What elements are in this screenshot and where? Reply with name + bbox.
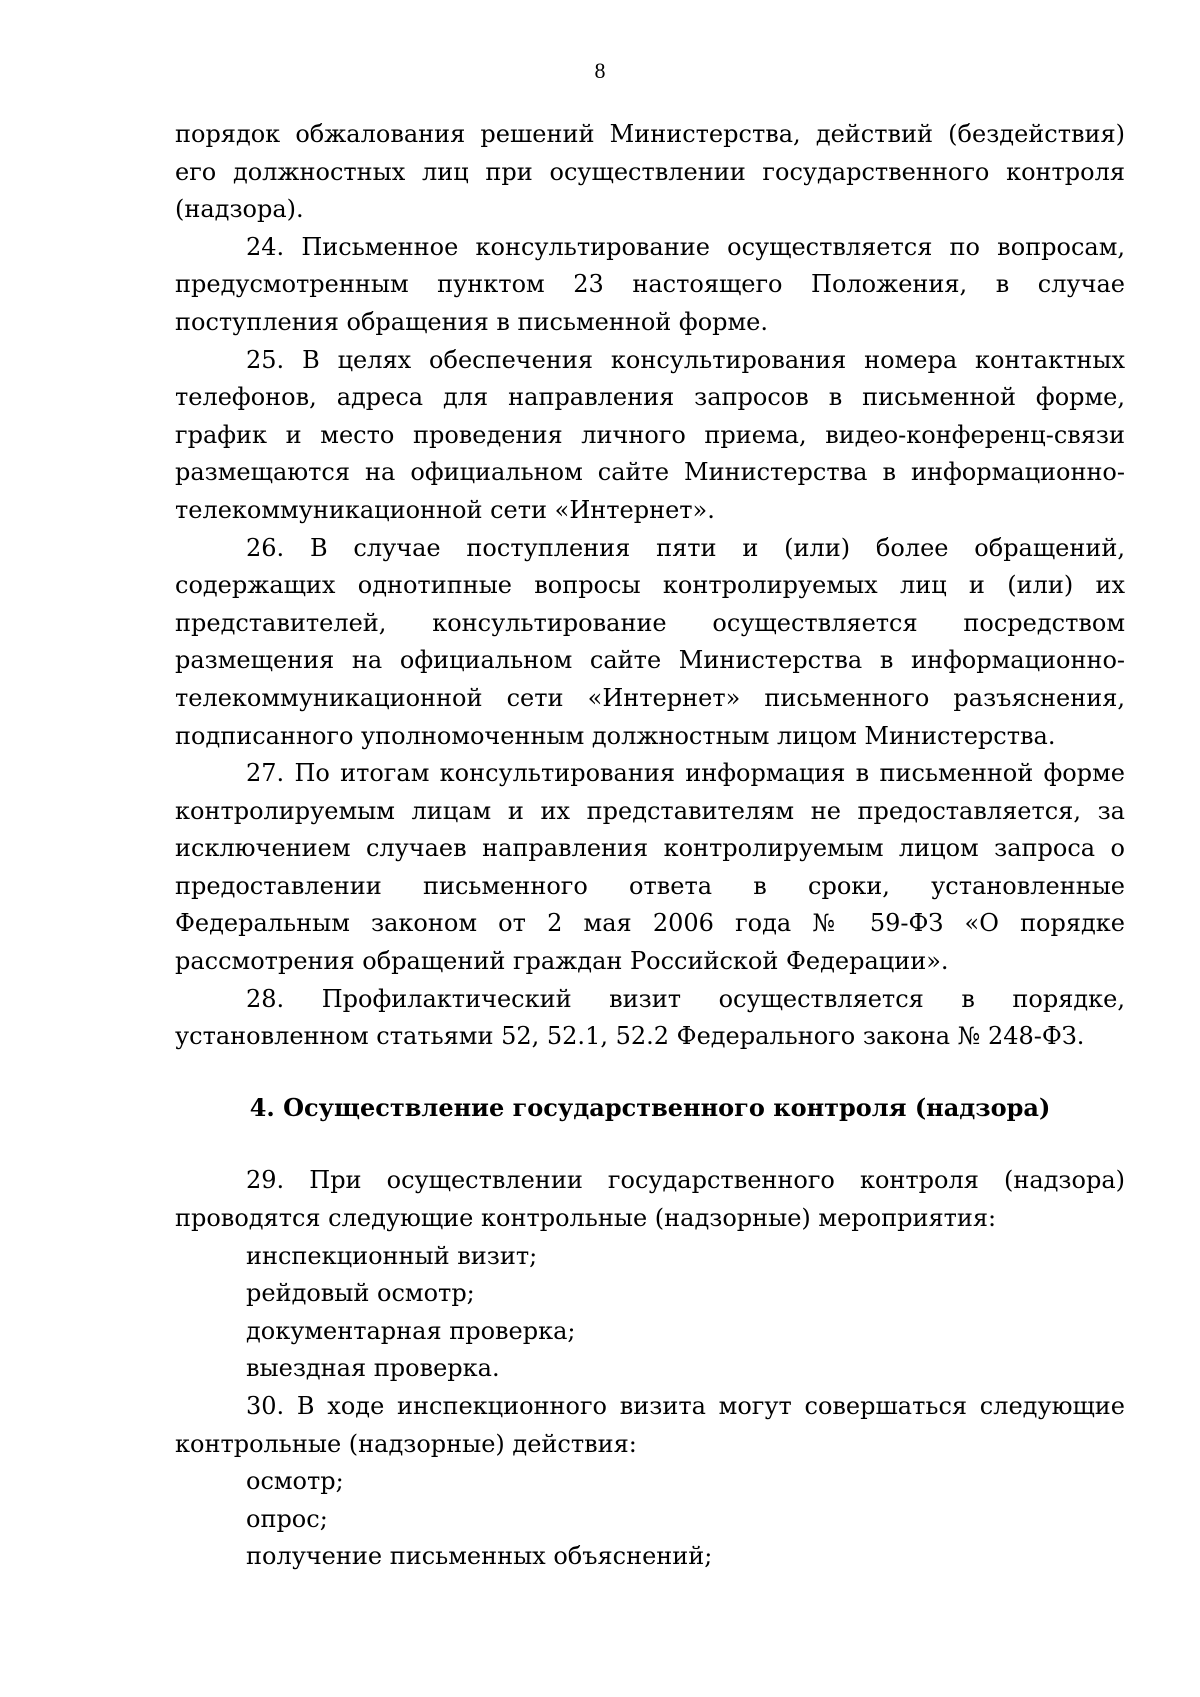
list-item: инспекционный визит;	[246, 1241, 538, 1270]
paragraph-27: 27. По итогам консультирования информация в письменной форме контролируемым лицам и их представителям не предоставляется, за исключением случаев направления контролируемым лицом запроса о предоставлении письменного ответа в сроки, установленные Федеральным законом от 2 мая 2006 года № 59-ФЗ «О порядке рассмотрения обращений граждан Российской Федерации».	[175, 759, 1125, 976]
document-body	[175, 116, 1125, 1576]
list-item: опрос;	[246, 1504, 328, 1533]
list-item: получение письменных объяснений;	[246, 1542, 713, 1571]
paragraph-24: 24. Письменное консультирование осуществляется по вопросам, предусмотренным пунктом 23 настоящего Положения, в случае поступления обращения в письменной форме.	[175, 232, 1125, 336]
page-number: 8	[594, 58, 606, 83]
paragraph: порядок обжалования решений Министерства, действий (бездействия) его должностных лиц при осуществлении государственного контроля (надзора).	[175, 120, 1125, 224]
list-item: осмотр;	[246, 1467, 344, 1496]
paragraph-30: 30. В ходе инспекционного визита могут совершаться следующие контрольные (надзорные) действия:	[175, 1392, 1125, 1458]
paragraph-28: 28. Профилактический визит осуществляется в порядке, установленном статьями 52, 52.1, 52.2 Федерального закона № 248-ФЗ.	[175, 984, 1125, 1051]
paragraph-25: 25. В целях обеспечения консультирования номера контактных телефонов, адреса для направления запросов в письменной форме, график и место проведения личного приема, видео-конференц-связи размещаются на официальном сайте Министерства в информационно-телекоммуникационной сети «Интернет».	[175, 345, 1125, 524]
list-item: рейдовый осмотр;	[246, 1279, 475, 1308]
section-heading: 4. Осуществление государственного контроля (надзора)	[249, 1092, 1051, 1122]
list-item: выездная проверка.	[246, 1354, 500, 1383]
list-item: документарная проверка;	[246, 1316, 576, 1345]
paragraph-29: 29. При осуществлении государственного контроля (надзора) проводятся следующие контрольные (надзорные) мероприятия:	[175, 1166, 1125, 1233]
paragraph-26: 26. В случае поступления пяти и (или) более обращений, содержащих однотипные вопросы контролируемых лиц и (или) их представителей, консультирование осуществляется посредством размещения на официальном сайте Министерства в информационно-телекоммуникационной сети «Интернет» письменного разъяснения, подписанного уполномоченным должностным лицом Министерства.	[175, 533, 1125, 750]
